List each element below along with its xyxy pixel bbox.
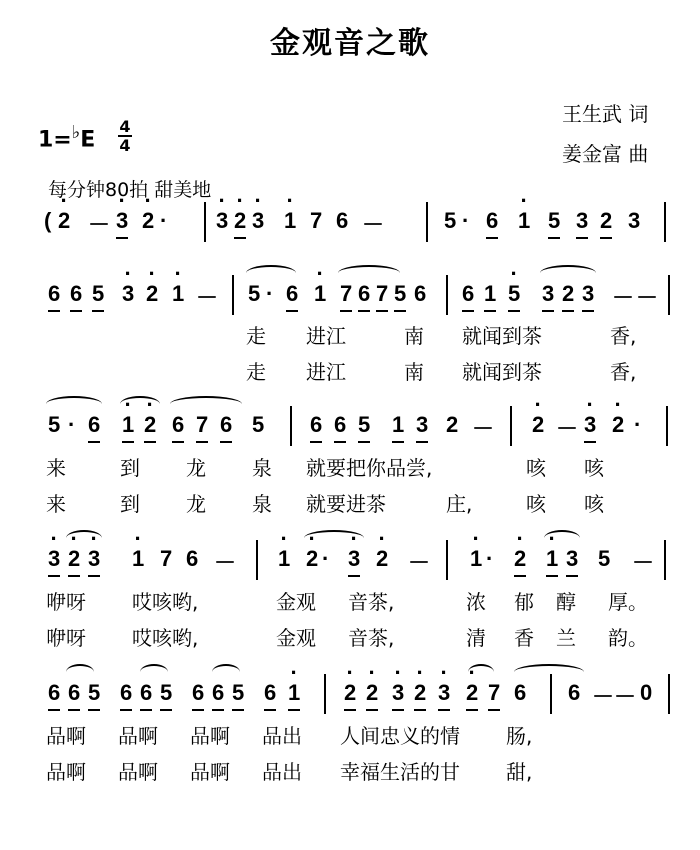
slur — [338, 265, 400, 281]
note: 6 — [68, 680, 81, 705]
note: · 3 — [48, 546, 60, 572]
barline — [446, 540, 448, 580]
note: 5 — [48, 412, 61, 437]
note: 6 — [70, 281, 83, 306]
note: 3 — [416, 412, 429, 437]
lyrics-line-1: 走 进江 南 就闻到茶 香, — [246, 324, 637, 348]
note: · 3 — [252, 208, 264, 234]
note: 5 — [394, 281, 407, 306]
note: · 1 — [172, 281, 184, 307]
lyrics-line-3: 来 到 龙 泉 就要把你品尝, 咳 咳 — [46, 456, 604, 480]
note: － — [556, 416, 579, 441]
note: 3 — [566, 546, 579, 571]
note: 2 — [600, 208, 613, 233]
note: · 3 — [88, 546, 100, 572]
note: · — [266, 281, 274, 306]
note: · 3 — [392, 680, 404, 706]
note: 2 — [562, 281, 575, 306]
note: 6 — [192, 680, 205, 705]
note: 5 — [444, 208, 457, 233]
note: 5 — [598, 546, 611, 571]
note: 5 — [88, 680, 101, 705]
note: 5 — [160, 680, 173, 705]
note: · 3 — [116, 208, 128, 234]
note: － — [362, 212, 385, 237]
lyrics-line-8: 品啊 品啊 品啊 品出 幸福生活的甘 甜, — [46, 760, 533, 784]
note: · 1 — [314, 281, 326, 307]
note: · 2 — [466, 680, 478, 706]
note: · — [634, 412, 642, 437]
lyrics-line-7: 品啊 品啊 品啊 品出 人间忠义的情 肠, — [46, 724, 533, 748]
note: 6 — [568, 680, 581, 705]
barline — [204, 202, 206, 242]
time-signature: 4 4 — [119, 117, 131, 155]
note: · 2 — [144, 412, 156, 438]
notation-row-3 — [0, 412, 700, 452]
note: · 3 — [216, 208, 228, 234]
note: － — [614, 684, 637, 709]
note: · 2 — [146, 281, 158, 307]
note: 6 — [120, 680, 133, 705]
composer-credit: 姜金富 曲 — [562, 142, 649, 166]
barline — [668, 275, 670, 315]
note: 6 — [264, 680, 277, 705]
note: 5 — [248, 281, 261, 306]
note: 6 — [172, 412, 185, 437]
lyricist-credit: 王生武 词 — [562, 102, 649, 126]
slur — [66, 664, 94, 680]
note: － — [636, 285, 659, 310]
note: 1 — [392, 412, 405, 437]
note: 2 — [446, 412, 459, 437]
barline — [510, 406, 512, 446]
slur — [246, 265, 296, 281]
note: 6 — [462, 281, 475, 306]
note: 6 — [220, 412, 233, 437]
note: 6 — [212, 680, 225, 705]
note: · 3 — [122, 281, 134, 307]
note: · 2 — [612, 412, 624, 438]
note: 5 — [252, 412, 265, 437]
barline — [232, 275, 234, 315]
note: 5 — [92, 281, 105, 306]
note: · 2 — [142, 208, 154, 234]
note: － — [612, 285, 635, 310]
barline — [426, 202, 428, 242]
note: 7 — [488, 680, 501, 705]
barline — [256, 540, 258, 580]
barline — [666, 406, 668, 446]
song-title: 金观音之歌 — [270, 26, 430, 61]
note: － — [592, 684, 615, 709]
note: 0 — [640, 680, 653, 705]
slur — [514, 664, 584, 680]
note: · 2 — [532, 412, 544, 438]
note: 3 — [628, 208, 641, 233]
note: 6 — [334, 412, 347, 437]
note: 7 — [340, 281, 353, 306]
note: － — [472, 416, 495, 441]
note: · 2 — [514, 546, 526, 572]
barline — [664, 202, 666, 242]
slur — [212, 664, 240, 680]
note: · 1 — [278, 546, 290, 572]
barline — [664, 540, 666, 580]
note: · 3 — [584, 412, 596, 438]
note: 6 — [48, 281, 61, 306]
notation-row-2 — [0, 281, 700, 321]
note: · — [160, 208, 168, 233]
note: · 1 — [470, 546, 482, 572]
slur — [170, 396, 242, 412]
note: · 3 — [348, 546, 360, 572]
note: 3 — [582, 281, 595, 306]
slur — [46, 396, 102, 412]
note: 6 — [486, 208, 499, 233]
notation-row-4 — [0, 546, 700, 586]
note: 3 — [576, 208, 589, 233]
notation-row-5 — [0, 680, 700, 720]
barline — [290, 406, 292, 446]
note: · 1 — [132, 546, 144, 572]
note: － — [408, 550, 431, 575]
note: 6 — [358, 281, 371, 306]
note: 6 — [336, 208, 349, 233]
tempo-marking: 每分钟80拍 甜美地 — [48, 179, 212, 201]
note: · 2 — [414, 680, 426, 706]
slur — [140, 664, 168, 680]
lyrics-line-6: 咿呀 哎咳哟, 金观 音茶, 清 香 兰 韵。 — [46, 626, 648, 650]
barline — [446, 275, 448, 315]
note: · 2 — [306, 546, 318, 572]
lyrics-line-2: 走 进江 南 就闻到茶 香, — [246, 360, 637, 384]
note: 5 — [548, 208, 561, 233]
note: 6 — [186, 546, 199, 571]
note: · — [68, 412, 76, 437]
note: 6 — [140, 680, 153, 705]
note: · 2 — [58, 208, 70, 234]
note: 7 — [160, 546, 173, 571]
lyrics-line-4: 来 到 龙 泉 就要进茶 庄, 咳 咳 — [46, 492, 604, 516]
note: － — [214, 550, 237, 575]
note: · — [486, 546, 494, 571]
key-signature: 1=♭E — [38, 122, 96, 153]
note: 7 — [376, 281, 389, 306]
note: · 1 — [284, 208, 296, 234]
note: · 2 — [366, 680, 378, 706]
note: 6 — [514, 680, 527, 705]
note: 5 — [358, 412, 371, 437]
notation-row-1 — [0, 208, 700, 248]
barline — [668, 674, 670, 714]
barline — [324, 674, 326, 714]
slur — [540, 265, 596, 281]
barline — [550, 674, 552, 714]
note: 6 — [414, 281, 427, 306]
note: · 2 — [376, 546, 388, 572]
note: 1 — [484, 281, 497, 306]
note: · 2 — [344, 680, 356, 706]
note: · 2 — [68, 546, 80, 572]
note: · — [462, 208, 470, 233]
note: 6 — [286, 281, 299, 306]
note: · 1 — [288, 680, 300, 706]
note: 6 — [310, 412, 323, 437]
note: · 1 — [518, 208, 530, 234]
note: 7 — [310, 208, 323, 233]
note: － — [632, 550, 655, 575]
note: 5 — [232, 680, 245, 705]
note: － — [196, 285, 219, 310]
note: ( — [44, 208, 52, 233]
note: 6 — [48, 680, 61, 705]
note: 6 — [88, 412, 101, 437]
lyrics-line-5: 咿呀 哎咳哟, 金观 音茶, 浓 郁 醇 厚。 — [46, 590, 648, 614]
note: · 1 — [546, 546, 558, 572]
note: · 1 — [122, 412, 134, 438]
note: 7 — [196, 412, 209, 437]
note: 3 — [542, 281, 555, 306]
note: · 3 — [438, 680, 450, 706]
note: · 2 — [234, 208, 246, 234]
note: · 5 — [508, 281, 520, 307]
note: － — [88, 212, 111, 237]
note: · — [322, 546, 330, 571]
